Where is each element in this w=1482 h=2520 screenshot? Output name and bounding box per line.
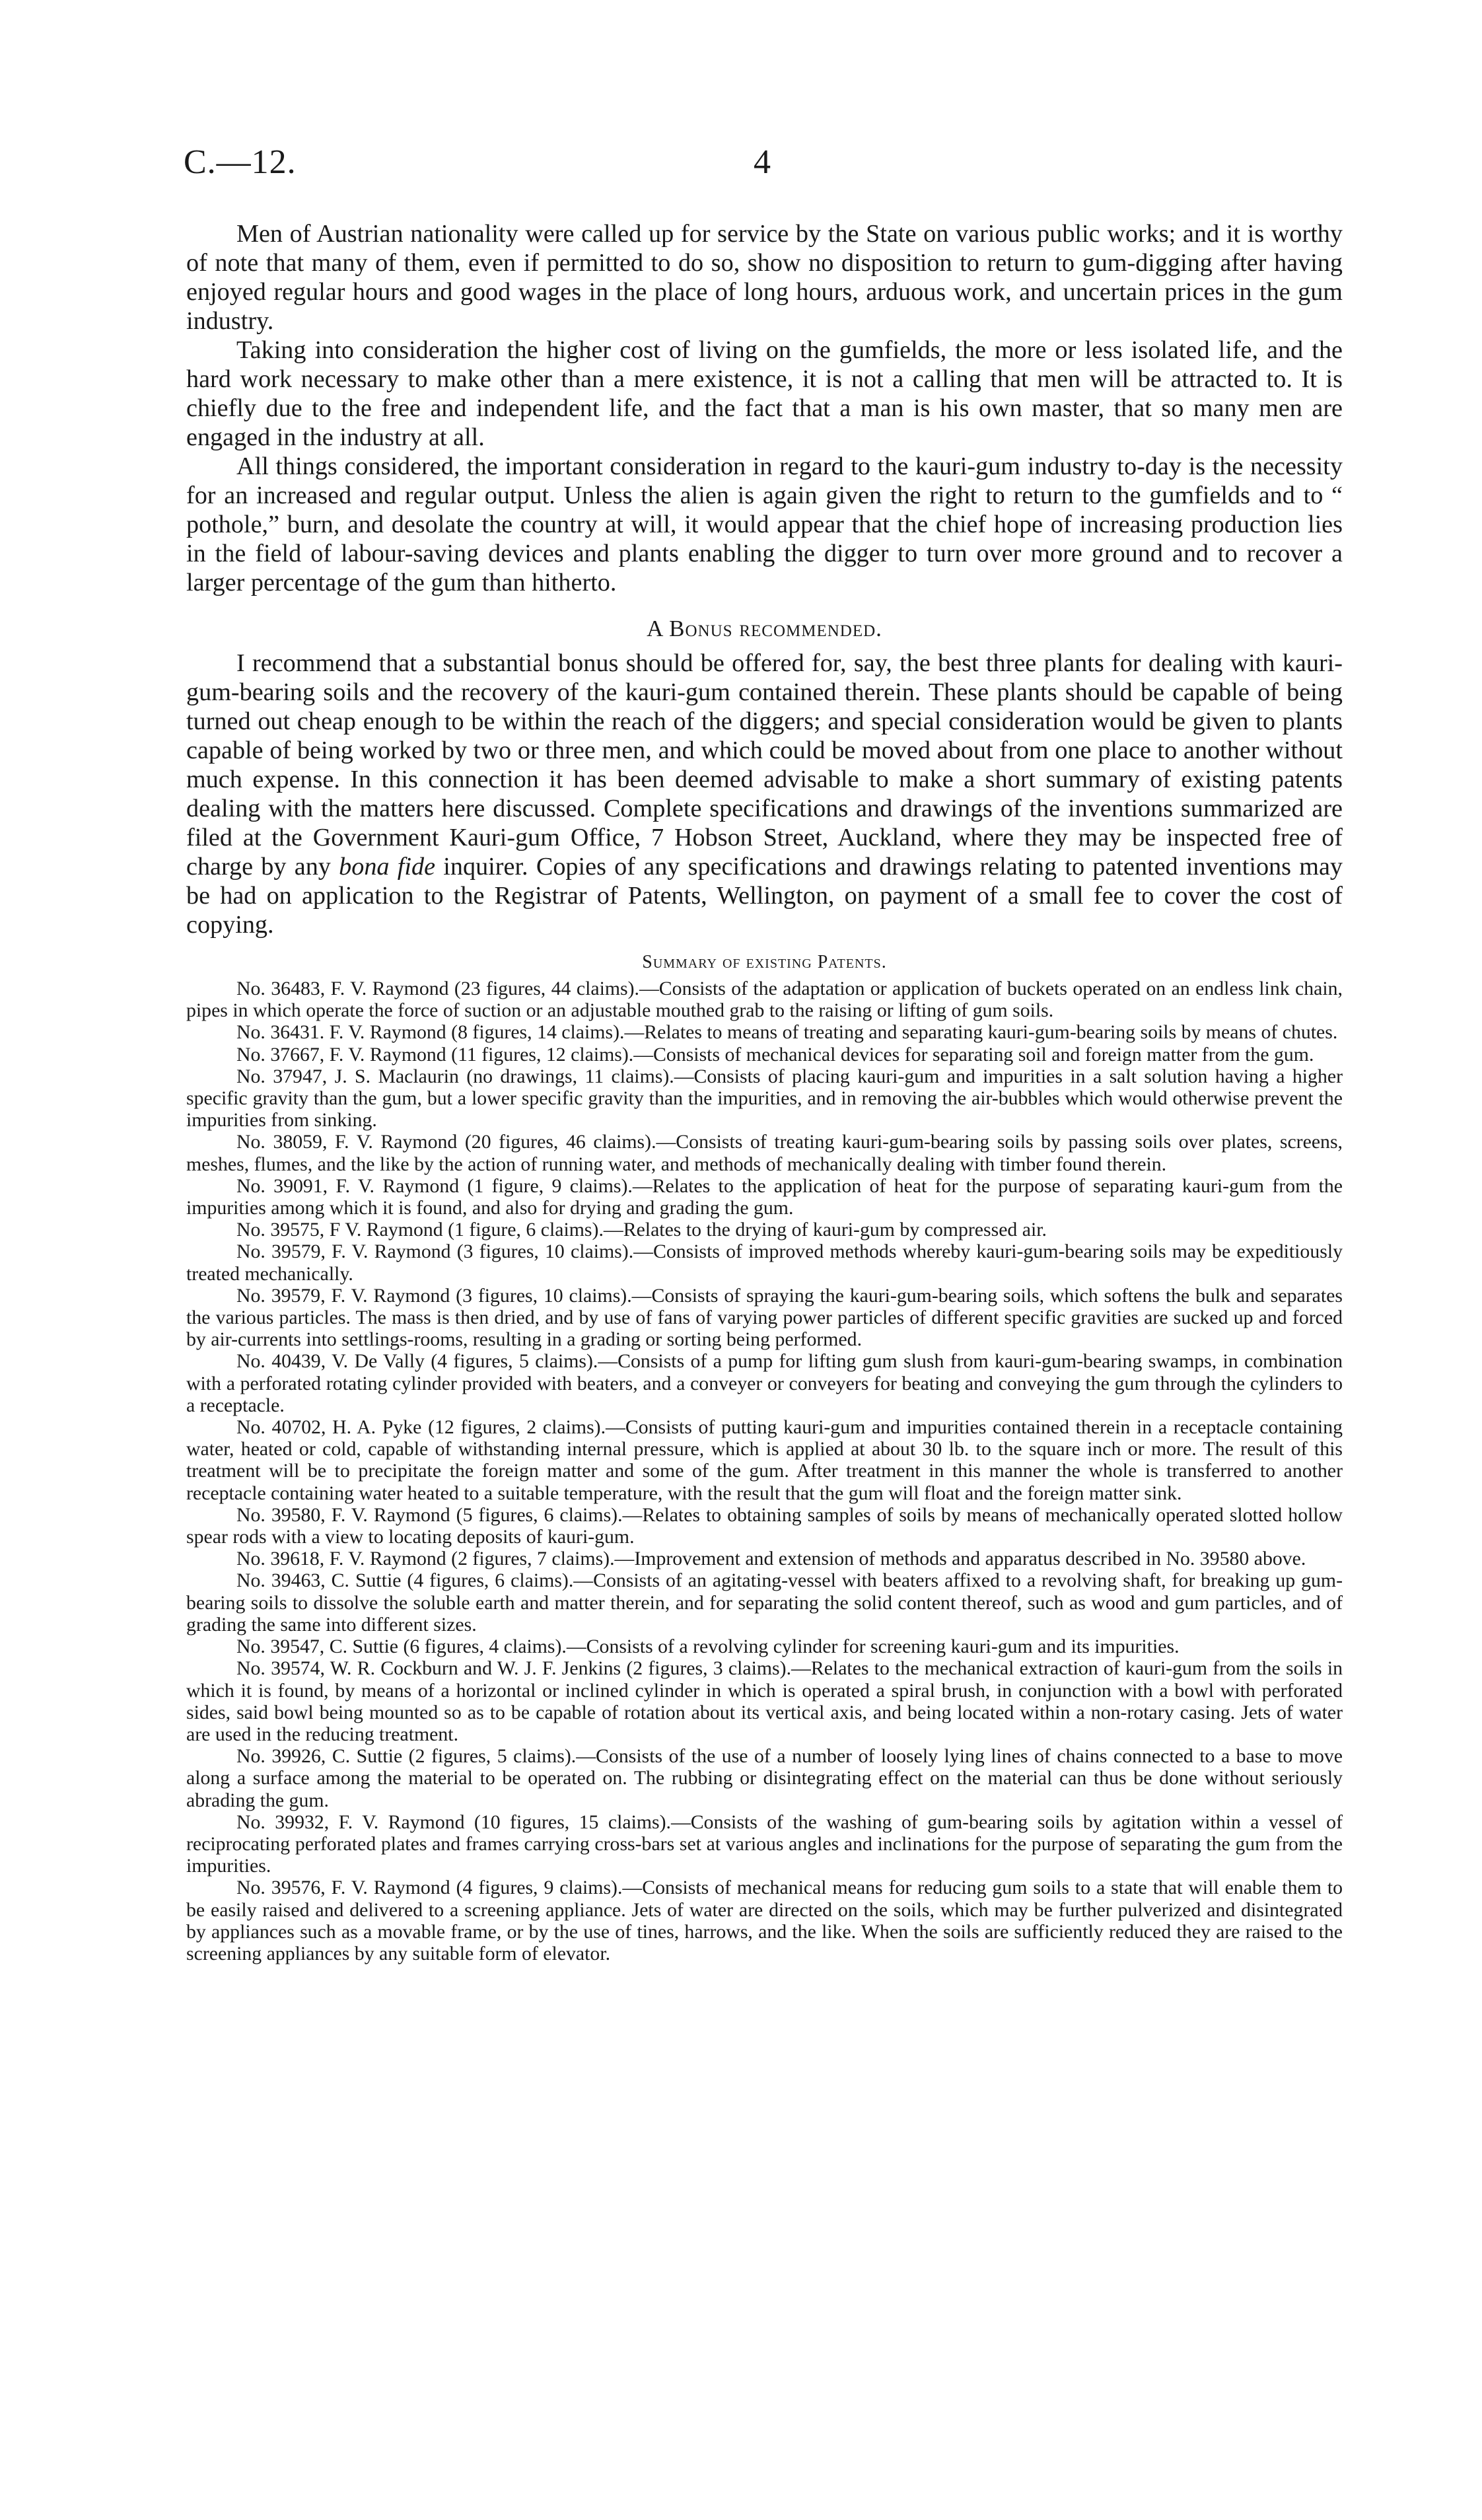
patent-entry: No. 39932, F. V. Raymond (10 figures, 15 claims).—Consists of the washing of gum-bearing soils by agitation within a vessel of reciprocating perforated plates and frames carrying cross-bars set at various angles and inclinations for the purpose of separating the gum from the impurities. xyxy=(186,1811,1343,1877)
patent-entry: No. 39618, F. V. Raymond (2 figures, 7 claims).—Improvement and extension of methods and apparatus described in No. 39580 above. xyxy=(236,1548,1306,1570)
patent-entry: No. 39574, W. R. Cockburn and W. J. F. Jenkins (2 figures, 3 claims).—Relates to the mechanical extraction of kauri-gum from the soils in which it is found, by means of a horizontal or inclined cylinder in which is operated a spiral brush, in conjunction with a bowl with perforated sides, said bowl being mounted so as to be capable of rotation about its vertical axis, and being located within a non-rotary casing. Jets of water are used in the reducing treatment. xyxy=(186,1657,1343,1745)
page-number: 4 xyxy=(754,143,771,181)
intro-section xyxy=(186,219,1343,597)
bonus-text-part-2: inquirer. Copies of any specifications and drawings relating to patented inventions may be had on application to the Registrar of Patents, Wellington, on payment of a small fee to cover the cost of copying. xyxy=(186,853,1343,939)
patent-entry: No. 39575, F V. Raymond (1 figure, 6 claims).—Relates to the drying of kauri-gum by compressed air. xyxy=(236,1219,1047,1241)
document-body xyxy=(186,219,1343,1964)
patent-entry: No. 37667, F. V. Raymond (11 figures, 12 claims).—Consists of mechanical devices for separating soil and foreign matter from the gum. xyxy=(236,1043,1314,1065)
paragraph: Men of Austrian nationality were called up for service by the State on various public works; and it is worthy of note that many of them, even if permitted to do so, show no disposition to return to gum-digging after having enjoyed regular hours and good wages in the place of long hours, arduous work, and uncertain prices in the gum industry. xyxy=(186,220,1343,335)
patent-entry: No. 39547, C. Suttie (6 figures, 4 claims).—Consists of a revolving cylinder for screening kauri-gum and its impurities. xyxy=(236,1636,1180,1658)
paragraph: Taking into consideration the higher cost of living on the gumfields, the more or less isolated life, and the hard work necessary to make other than a mere existence, it is not a calling that men will be attracted to. It is chiefly due to the free and independent life, and the fact that a man is his own master, that so many men are engaged in the industry at all. xyxy=(186,336,1343,451)
bonus-section xyxy=(186,649,1343,939)
patent-entry: No. 36431. F. V. Raymond (8 figures, 14 claims).—Relates to means of treating and separating kauri-gum-bearing soils by means of chutes. xyxy=(236,1021,1338,1044)
patent-entry: No. 40702, H. A. Pyke (12 figures, 2 claims).—Consists of putting kauri-gum and impurities contained therein in a receptacle containing water, heated or cold, capable of withstanding internal pressure, which is applied at about 30 lb. to the square inch or more. The result of this treatment will be to precipitate the foreign matter and some of the gum. After treatment in this manner the whole is transferred to another receptacle containing water heated to a suitable temperature, with the result that the gum will float and the foreign matter sink. xyxy=(186,1416,1343,1504)
document-reference: C.—12. xyxy=(184,143,297,181)
patent-entry: No. 39580, F. V. Raymond (5 figures, 6 claims).—Relates to obtaining samples of soils by means of mechanically operated slotted hollow spear rods with a view to locating deposits of kauri-gum. xyxy=(186,1503,1343,1548)
bonus-text-part-1: I recommend that a substantial bonus should be offered for, say, the best three plants for dealing with kauri-gum-bearing soils and the recovery of the kauri-gum contained therein. These plants should be capable of being turned out cheap enough to be within the reach of the diggers; and special consideration would be given to plants capable of being worked by two or three men, and which could be moved about from one place to another without much expense. In this connection it has been deemed advisable to make a short summary of existing patents dealing with the matters here discussed. Complete specifications and drawings of the inventions summarized are filed at the Government Kauri-gum Office, 7 Hobson Street, Auckland, where they may be inspected free of charge by any xyxy=(186,649,1343,881)
section-heading-summary: Summary of existing Patents. xyxy=(642,952,887,972)
patent-entry: No. 39926, C. Suttie (2 figures, 5 claims).—Consists of the use of a number of loosely lying lines of chains connected to a base to move along a surface among the material to be operated on. The rubbing or disintegrating effect on the material can thus be done without seriously abrading the gum. xyxy=(186,1745,1343,1811)
patent-entry: No. 39091, F. V. Raymond (1 figure, 9 claims).—Relates to the application of heat for the purpose of separating kauri-gum from the impurities among which it is found, and also for drying and grading the gum. xyxy=(186,1174,1343,1219)
patent-entry: No. 40439, V. De Vally (4 figures, 5 claims).—Consists of a pump for lifting gum slush from kauri-gum-bearing swamps, in combination with a perforated rotating cylinder provided with beaters, and a conveyer or conveyers for beating and conveying the gum through the cylinders to a receptacle. xyxy=(186,1350,1343,1416)
patent-entry: No. 36483, F. V. Raymond (23 figures, 44 claims).—Consists of the adaptation or application of buckets operated on an endless link chain, pipes in which operate the force of suction or an adjustable mouthed grab to the raising or lifting of gum soils. xyxy=(186,978,1343,1022)
patent-list xyxy=(186,978,1343,1964)
patent-entry: No. 39579, F. V. Raymond (3 figures, 10 claims).—Consists of spraying the kauri-gum-bearing soils, which softens the bulk and separates the various particles. The mass is then dried, and by use of fans of varying power particles of different specific gravities are sucked up and forced by air-currents into settlings-rooms, resulting in a grading or sorting being performed. xyxy=(186,1284,1343,1351)
paragraph: All things considered, the important consideration in regard to the kauri-gum industry to-day is the necessity for an increased and regular output. Unless the alien is again given the right to return to the gumfields and to “ pothole,” burn, and desolate the country at will, it would appear that the chief hope of increasing production lies in the field of labour-saving devices and plants enabling the digger to turn over more ground and to recover a larger percentage of the gum than hitherto. xyxy=(186,452,1343,596)
page-header xyxy=(184,143,1343,189)
patent-entry: No. 39463, C. Suttie (4 figures, 6 claims).—Consists of an agitating-vessel with beaters affixed to a revolving shaft, for breaking up gum-bearing soils to dissolve the soluble earth and matter therein, and for separating the solid content thereof, such as wood and gum particles, and of grading the same into different sizes. xyxy=(186,1569,1343,1636)
patent-entry: No. 39579, F. V. Raymond (3 figures, 10 claims).—Consists of improved methods whereby kauri-gum-bearing soils may be expeditiously treated mechanically. xyxy=(186,1241,1343,1285)
section-heading-bonus: A Bonus recommended. xyxy=(647,616,882,641)
paragraph xyxy=(186,649,1343,939)
patent-entry: No. 39576, F. V. Raymond (4 figures, 9 claims).—Consists of mechanical means for reducing gum soils to a state that will enable them to be easily raised and delivered to a screening appliance. Jets of water are directed on the soils, which may be further pulverized and disintegrated by appliances such as a movable frame, or by the use of tines, harrows, and the like. When the soils are sufficiently reduced they are raised to the screening appliances by any suitable form of elevator. xyxy=(186,1877,1343,1964)
bonus-italic-phrase: bona fide xyxy=(339,853,436,881)
patent-entry: No. 37947, J. S. Maclaurin (no drawings, 11 claims).—Consists of placing kauri-gum and impurities in a salt solution having a higher specific gravity than the gum, but a lower specific gravity than the impurities, and in removing the air-bubbles which would otherwise prevent the impurities from sinking. xyxy=(186,1065,1343,1132)
patent-entry: No. 38059, F. V. Raymond (20 figures, 46 claims).—Consists of treating kauri-gum-bearing soils by passing soils over plates, screens, meshes, flumes, and the like by the action of running water, and methods of mechanically dealing with timber found therein. xyxy=(186,1131,1343,1175)
